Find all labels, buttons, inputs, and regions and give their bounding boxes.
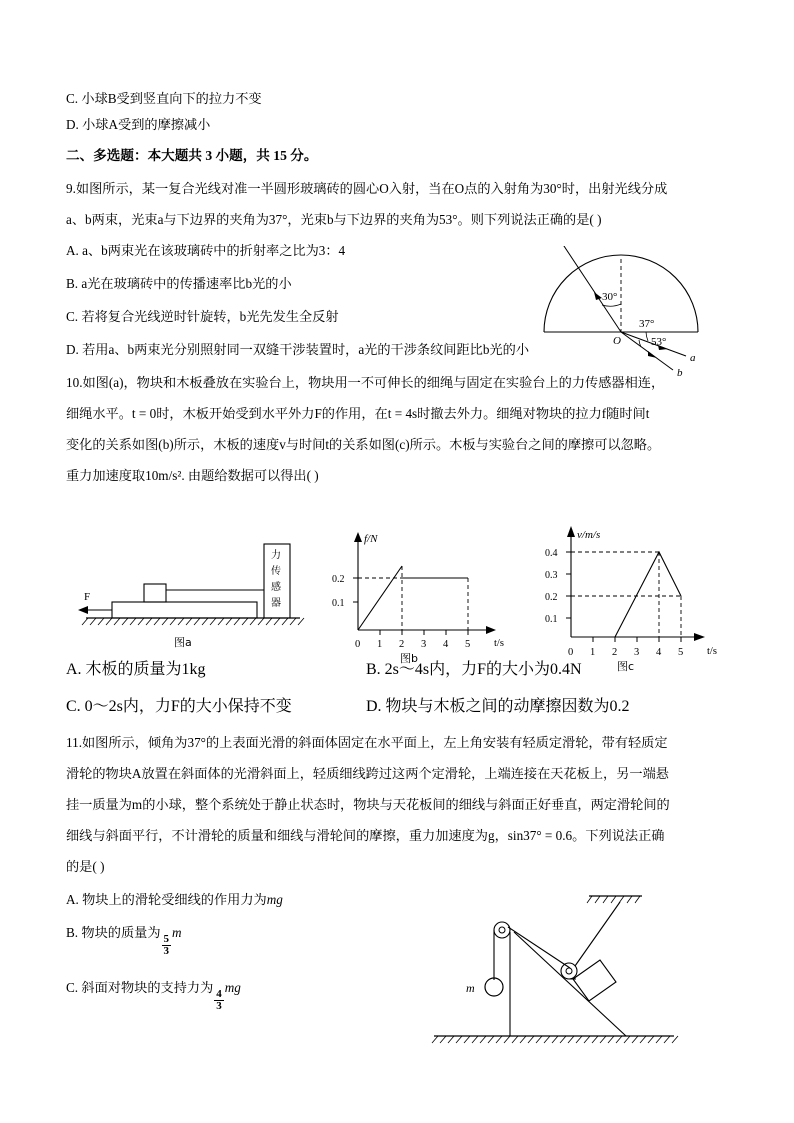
- q11-stem-line-1: [66, 732, 734, 751]
- q11-option-a-expr: mg: [266, 892, 283, 908]
- sensor-char-3: 感: [271, 582, 281, 593]
- q10-stem-line-2: 细绳水平。t = 0时，木板开始受到水平外力F的作用，在t = 4s时撤去外力。细绳对物块的拉力f随时间t: [66, 406, 650, 422]
- label-ray-b-angle: 53°: [651, 336, 667, 348]
- carryover-option-d: D. 小球A受到的摩擦减小: [66, 117, 211, 133]
- figc-xtick-0: 0: [568, 647, 574, 658]
- figure-b-force-chart: [322, 520, 532, 665]
- figc-xtick-3: 3: [634, 647, 640, 658]
- fraction-denominator: 3: [216, 1000, 222, 1013]
- figb-ylabel: f/N: [364, 533, 378, 545]
- label-center-O: O: [613, 335, 621, 347]
- q11-option-c-fraction: [214, 989, 224, 1012]
- q9-number: 9.: [66, 181, 76, 197]
- figure-c-velocity-chart: [525, 512, 780, 672]
- figure-semicircular-glass: [498, 246, 778, 384]
- figb-xtick-1: 1: [377, 639, 383, 650]
- q9-option-c: C. 若将复合光线逆时针旋转，b光先发生全反射: [66, 309, 339, 325]
- label-mass-m: m: [466, 981, 475, 995]
- q9-option-a: A. a、b两束光在该玻璃砖中的折射率之比为3：4: [66, 243, 346, 259]
- sensor-char-1: 力: [271, 550, 281, 561]
- figc-xtick-1: 1: [590, 647, 596, 658]
- q9-stem-line-2: a、b两束，光束a与下边界的夹角为37°，光束b与下边界的夹角为53°。则下列说法正确的是( ): [66, 212, 602, 228]
- fraction-numerator: 4: [216, 988, 222, 1001]
- q10-number: 10.: [66, 375, 83, 391]
- q10-options-row-2: [66, 693, 726, 716]
- figb-xtick-5: 5: [465, 639, 471, 650]
- figb-ytick-0-1: 0.1: [332, 598, 345, 609]
- q11-option-b-text: B. 物块的质量为: [66, 925, 161, 941]
- q11-option-b-fraction: [162, 934, 172, 957]
- q9-option-b: B. a光在玻璃砖中的传播速率比b光的小: [66, 276, 292, 292]
- section-detail: 本大题共 3 小题，共 15 分。: [147, 148, 318, 164]
- q11-option-c-text: C. 斜面对物块的支持力为: [66, 980, 214, 996]
- figc-ytick-0-3: 0.3: [545, 570, 558, 581]
- label-ray-b: b: [677, 367, 683, 379]
- q11-option-c-unit: mg: [224, 980, 241, 996]
- q10-option-c: C. 0～2s内，力F的大小保持不变: [66, 698, 292, 716]
- figb-xtick-0: 0: [355, 639, 361, 650]
- figc-xlabel: t/s: [707, 646, 717, 657]
- sensor-char-4: 器: [271, 598, 281, 609]
- figure-inclined-plane: [424, 884, 714, 1064]
- sensor-char-2: 传: [271, 566, 281, 577]
- q11-stem-line-5: 的是( ): [66, 859, 105, 875]
- q11-stem-line-3: 挂一质量为m的小球，整个系统处于静止状态时，物块与天花板间的细线与斜面正好垂直，两定滑轮间的: [66, 797, 670, 813]
- figc-xtick-5: 5: [678, 647, 684, 658]
- figure-c-caption: 图c: [617, 660, 635, 672]
- q11-stem-text-1: 如图所示，倾角为37°的上表面光滑的斜面体固定在水平面上，左上角安装有轻质定滑轮，带有轻质定: [82, 735, 668, 751]
- label-force-F: F: [84, 591, 91, 603]
- fraction-denominator: 3: [163, 945, 170, 958]
- section-heading: [66, 144, 734, 164]
- q10-stem-line-4: 重力加速度取10m/s². 由题给数据可以得出( ): [66, 468, 319, 484]
- figure-a-apparatus: [68, 522, 318, 662]
- q10-option-a: A. 木板的质量为1kg: [66, 661, 206, 679]
- figb-ytick-0-2: 0.2: [332, 574, 345, 585]
- figc-ylabel: v/m/s: [577, 529, 601, 541]
- label-ray-a: a: [690, 352, 696, 364]
- q10-stem-line-3: 变化的关系如图(b)所示，木板的速度v与时间t的关系如图(c)所示。木板与实验台之间的摩擦可以忽略。: [66, 437, 661, 453]
- q11-stem-line-4: 细线与斜面平行，不计滑轮的质量和细线与滑轮间的摩擦，重力加速度为g，sin37° = 0.6。下列说法正确: [66, 828, 665, 844]
- figb-xtick-2: 2: [399, 639, 405, 650]
- q9-option-d: D. 若用a、b两束光分别照射同一双缝干涉装置时，a光的干涉条纹间距比b光的小: [66, 342, 530, 358]
- label-ray-a-angle: 37°: [639, 318, 655, 330]
- q9-stem-line-1: [66, 178, 734, 197]
- q9-stem-text-1: 如图所示，某一复合光线对准一半圆形玻璃砖的圆心O入射，当在O点的入射角为30°时，出射光线分成: [75, 181, 668, 197]
- q11-stem-line-2: 滑轮的物块A放置在斜面体的光滑斜面上，轻质细线跨过这两个定滑轮，上端连接在天花板上，另一端悬: [66, 766, 669, 782]
- figure-b-caption: 图b: [400, 652, 418, 665]
- figb-xtick-4: 4: [443, 639, 449, 650]
- q11-option-b-unit: m: [172, 925, 182, 941]
- q10-option-b: B. 2s～4s内，力F的大小为0.4N: [366, 661, 582, 679]
- q10-stem-text-1: 如图(a)，物块和木板叠放在实验台上，物块用一不可伸长的细绳与固定在实验台上的力传感器相连，: [82, 375, 665, 391]
- label-incident-angle: 30°: [602, 291, 618, 303]
- q10-option-d: D. 物块与木板之间的动摩擦因数为0.2: [366, 698, 630, 716]
- figc-ytick-0-1: 0.1: [545, 614, 558, 625]
- figc-xtick-2: 2: [612, 647, 618, 658]
- figure-a-caption: 图a: [174, 636, 192, 649]
- figc-xtick-4: 4: [656, 647, 662, 658]
- figc-ytick-0-4: 0.4: [545, 548, 558, 559]
- figc-ytick-0-2: 0.2: [545, 592, 558, 603]
- figb-xlabel: t/s: [494, 638, 504, 649]
- fraction-numerator: 5: [163, 933, 170, 946]
- q11-number: 11.: [66, 735, 82, 751]
- figb-xtick-3: 3: [421, 639, 427, 650]
- section-label: 二、多选题：: [66, 148, 148, 164]
- carryover-option-c: C. 小球B受到竖直向下的拉力不变: [66, 91, 262, 106]
- q11-option-a-text: A. 物块上的滑轮受细线的作用力为: [66, 892, 267, 908]
